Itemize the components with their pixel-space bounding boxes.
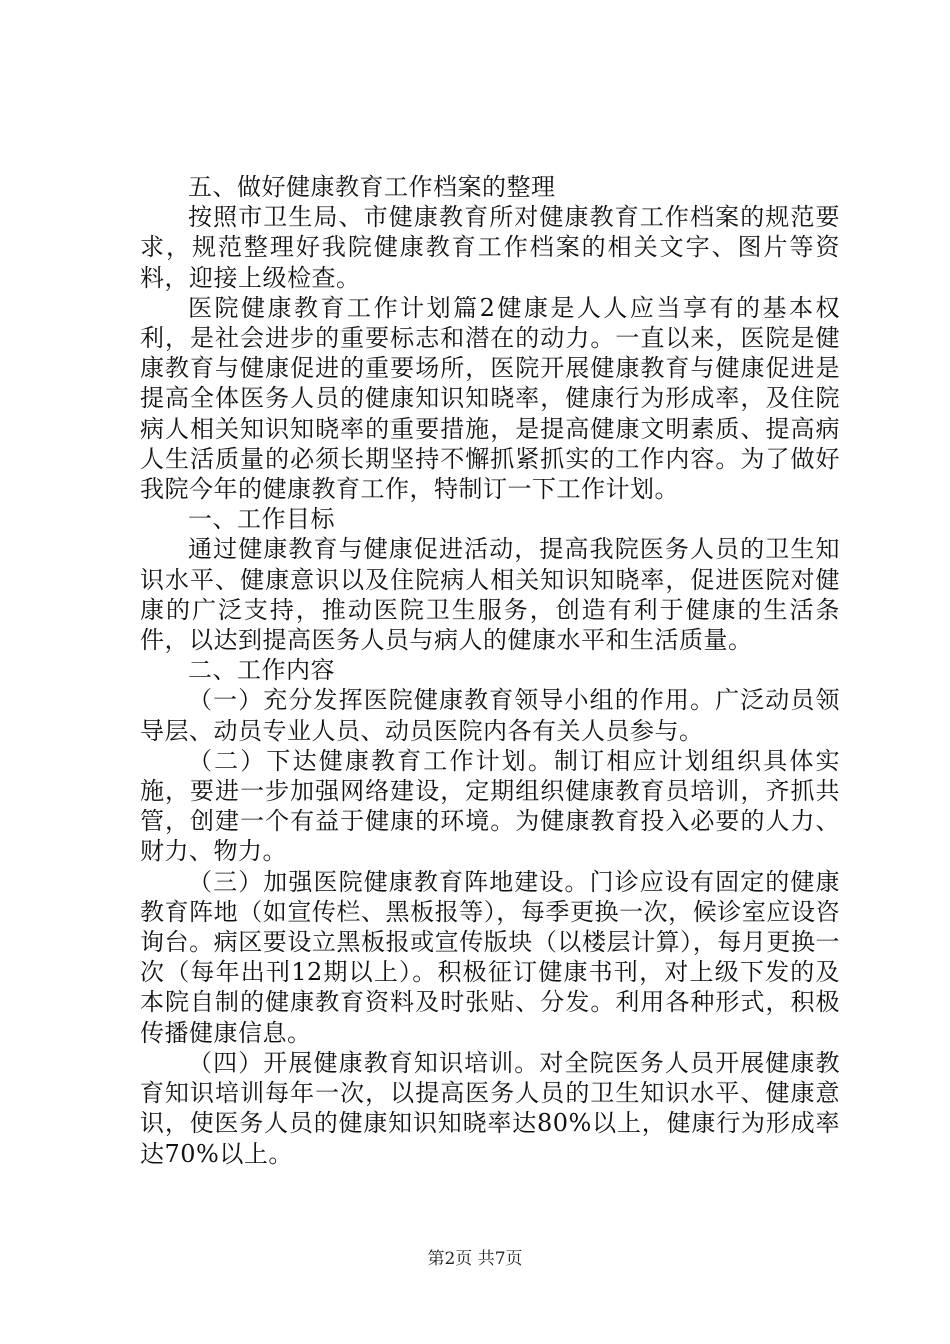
paragraph-item-3: （三）加强医院健康教育阵地建设。门诊应设有固定的健康教育阵地（如宣传栏、黑板报等），每季更换一次，候诊室应设咨询台。病区要设立黑板报或宣传版块（以楼层计算），每月更换一次（每年出刊12期以上）。积极征订健康书刊，对上级下发的及本院自制的健康教育资料及时张贴、分发。利用各种形式，积极传播健康信息。 — [140, 867, 840, 1047]
section-heading-goals: 一、工作目标 — [188, 505, 335, 534]
paragraph-plan-intro: 医院健康教育工作计划篇2健康是人人应当享有的基本权利，是社会进步的重要标志和潜在的动力。一直以来，医院是健康教育与健康促进的重要场所，医院开展健康教育与健康促进是提高全体医务人员的健康知识知晓率，健康行为形成率，及住院病人相关知识知晓率的重要措施，是提高健康文明素质、提高病人生活质量的必须长期坚持不懈抓紧抓实的工作内容。为了做好我院今年的健康教育工作，特制订一下工作计划。 — [140, 293, 840, 504]
paragraph-archive-requirements: 按照市卫生局、市健康教育所对健康教育工作档案的规范要求，规范整理好我院健康教育工作档案的相关文字、图片等资料，迎接上级检查。 — [140, 203, 840, 292]
paragraph-item-1: （一）充分发挥医院健康教育领导小组的作用。广泛动员领导层、动员专业人员、动员医院内各有关人员参与。 — [140, 686, 840, 745]
paragraph-item-4: （四）开展健康教育知识培训。对全院医务人员开展健康教育知识培训每年一次，以提高医务人员的卫生知识水平、健康意识，使医务人员的健康知识知晓率达80%以上，健康行为形成率达70%以上。 — [140, 1048, 840, 1168]
page-footer: 第2页 共7页 — [427, 1249, 523, 1269]
document-body — [140, 172, 840, 1169]
paragraph-item-2: （二）下达健康教育工作计划。制订相应计划组织具体实施，要进一步加强网络建设，定期组织健康教育员培训，齐抓共管，创建一个有益于健康的环境。为健康教育投入必要的人力、财力、物力。 — [140, 746, 840, 866]
section-heading-content: 二、工作内容 — [188, 656, 335, 685]
section-heading-archive: 五、做好健康教育工作档案的整理 — [188, 173, 556, 201]
paragraph-goals: 通过健康教育与健康促进活动，提高我院医务人员的卫生知识水平、健康意识以及住院病人相关知识知晓率，促进医院对健康的广泛支持，推动医院卫生服务，创造有利于健康的生活条件，以达到提高医务人员与病人的健康水平和生活质量。 — [140, 535, 840, 655]
